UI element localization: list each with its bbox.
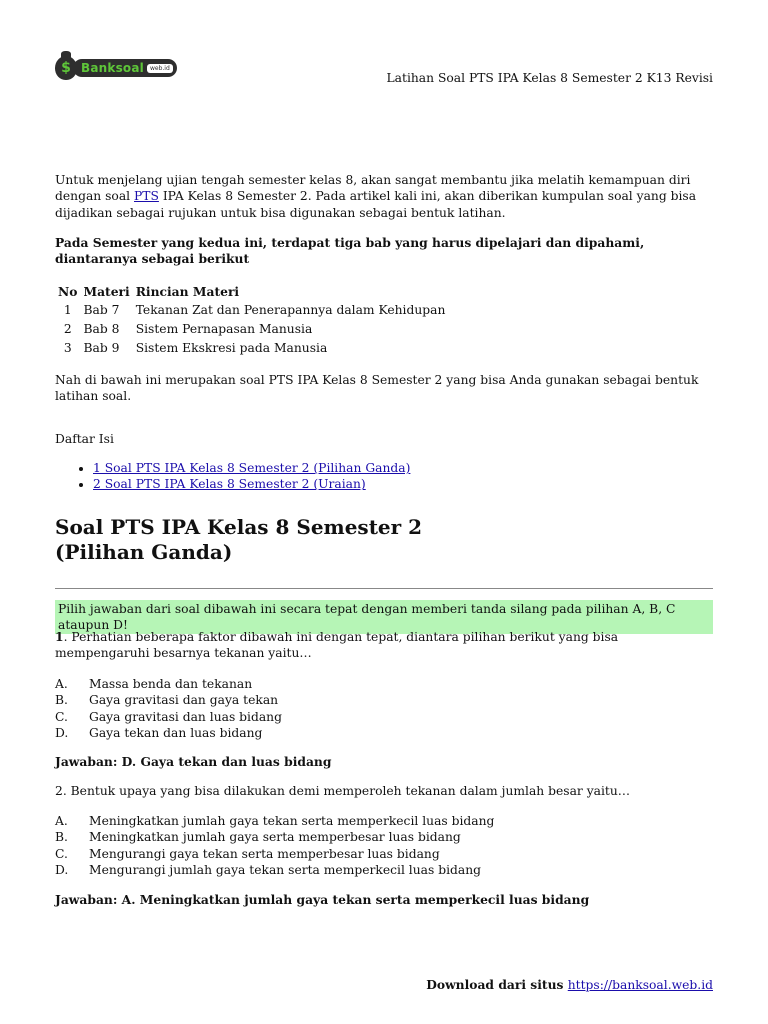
intro-paragraph: [55, 172, 715, 221]
table-cell-materi: Bab 8: [83, 322, 120, 336]
table-header-row: [55, 283, 448, 302]
question-text: . Bentuk upaya yang bisa dilakukan demi memperoleh tekanan dalam jumlah besar yaitu…: [62, 784, 631, 798]
option-row: [55, 862, 494, 878]
table-cell-no: 2: [63, 322, 72, 336]
toc-link-uraian[interactable]: 2 Soal PTS IPA Kelas 8 Semester 2 (Uraian): [93, 477, 366, 492]
table-cell-rincian: Sistem Ekskresi pada Manusia: [135, 341, 328, 355]
table-header-materi: Materi: [83, 284, 130, 299]
table-row: [55, 321, 448, 340]
footer-label: Download dari situs: [426, 977, 568, 992]
logo-wordmark: [73, 59, 177, 77]
section-heading: [55, 515, 455, 565]
logo-text: Banksoal: [81, 61, 144, 75]
instruction-highlight: Pilih jawaban dari soal dibawah ini secara tepat dengan memberi tanda silang pada pilihan A, B, C ataupun D!: [55, 600, 713, 634]
answer-1: Jawaban: D. Gaya tekan dan luas bidang: [55, 754, 332, 769]
table-cell-rincian: Tekanan Zat dan Penerapannya dalam Kehidupan: [135, 303, 446, 317]
option-row: [55, 709, 282, 725]
table-row: [55, 302, 448, 321]
option-label: C.: [55, 846, 68, 861]
intro-text-before: Untuk menjelang ujian tengah semester kelas 8, akan sangat membantu jika melatih kemampuan diri dengan soal: [55, 173, 691, 204]
option-text: Gaya gravitasi dan gaya tekan: [89, 693, 279, 708]
section-title-line1: Soal PTS IPA Kelas 8 Semester 2: [55, 515, 423, 539]
option-label: D.: [55, 725, 69, 740]
option-text: Meningkatkan jumlah gaya tekan serta memperkecil luas bidang: [89, 814, 495, 828]
question-1: [55, 629, 715, 662]
intro-text-after: IPA Kelas 8 Semester 2. Pada artikel kali ini, akan diberikan kumpulan soal yang bisa dijadikan sebagai rujukan untuk bisa digunakan sebagai bentuk latihan.: [55, 189, 697, 220]
table-cell-materi: Bab 9: [83, 341, 120, 355]
option-text: Meningkatkan jumlah gaya serta memperbesar luas bidang: [89, 830, 461, 845]
option-label: C.: [55, 709, 68, 724]
option-text: Mengurangi jumlah gaya tekan serta memperkecil luas bidang: [89, 862, 481, 877]
option-row: [55, 692, 282, 708]
question-number: 2: [55, 784, 63, 798]
option-label: A.: [55, 814, 68, 828]
money-bag-icon: $: [55, 56, 77, 80]
table-header-no: No: [58, 284, 78, 299]
option-text: Massa benda dan tekanan: [89, 677, 253, 691]
section-divider: [55, 588, 713, 589]
question-1-options: [55, 676, 282, 741]
answer-2: Jawaban: A. Meningkatkan jumlah gaya tekan serta memperkecil luas bidang: [55, 892, 590, 907]
toc-title: Daftar Isi: [55, 432, 114, 446]
option-text: Gaya gravitasi dan luas bidang: [89, 709, 282, 724]
toc-item: [93, 476, 410, 492]
banksoal-logo[interactable]: [55, 55, 183, 81]
option-row: [55, 846, 494, 862]
question-2-options: [55, 813, 494, 878]
table-header-rincian: Rincian Materi: [135, 284, 240, 299]
table-cell-no: 3: [63, 341, 72, 355]
footer-link[interactable]: https://banksoal.web.id: [567, 978, 713, 992]
table-row: [55, 340, 448, 359]
footer: [426, 977, 713, 992]
logo-tag: web.id: [147, 64, 173, 73]
option-text: Gaya tekan dan luas bidang: [89, 725, 263, 740]
toc-link-pilihan-ganda[interactable]: 1 Soal PTS IPA Kelas 8 Semester 2 (Pilihan Ganda): [93, 461, 411, 475]
toc-list: [55, 460, 410, 493]
option-label: A.: [55, 677, 68, 691]
question-number: 1: [55, 629, 64, 644]
section-title-line2: (Pilihan Ganda): [55, 540, 233, 564]
nah-paragraph: Nah di bawah ini merupakan soal PTS IPA Kelas 8 Semester 2 yang bisa Anda gunakan sebagai bentuk latihan soal.: [55, 373, 699, 404]
pts-link[interactable]: PTS: [134, 189, 159, 204]
toc-item: [93, 460, 410, 476]
materi-table: [55, 283, 448, 359]
option-row: [55, 725, 282, 741]
option-label: D.: [55, 862, 69, 877]
table-cell-rincian: Sistem Pernapasan Manusia: [135, 322, 313, 336]
question-2: [55, 783, 715, 799]
option-row: [55, 813, 494, 829]
table-cell-materi: Bab 7: [83, 303, 120, 317]
document-header-title: Latihan Soal PTS IPA Kelas 8 Semester 2 K13 Revisi: [386, 71, 713, 85]
table-cell-no: 1: [63, 303, 72, 317]
option-label: B.: [55, 830, 68, 845]
option-row: [55, 829, 494, 845]
option-label: B.: [55, 693, 68, 708]
semester-note: Pada Semester yang kedua ini, terdapat tiga bab yang harus dipelajari dan dipahami, diantaranya sebagai berikut: [55, 235, 645, 267]
option-row: [55, 676, 282, 692]
question-text: . Perhatian beberapa faktor dibawah ini dengan tepat, diantara pilihan berikut yang bisa mempengaruhi besarnya tekanan yaitu…: [55, 630, 619, 661]
option-text: Mengurangi gaya tekan serta memperbesar luas bidang: [89, 846, 440, 861]
